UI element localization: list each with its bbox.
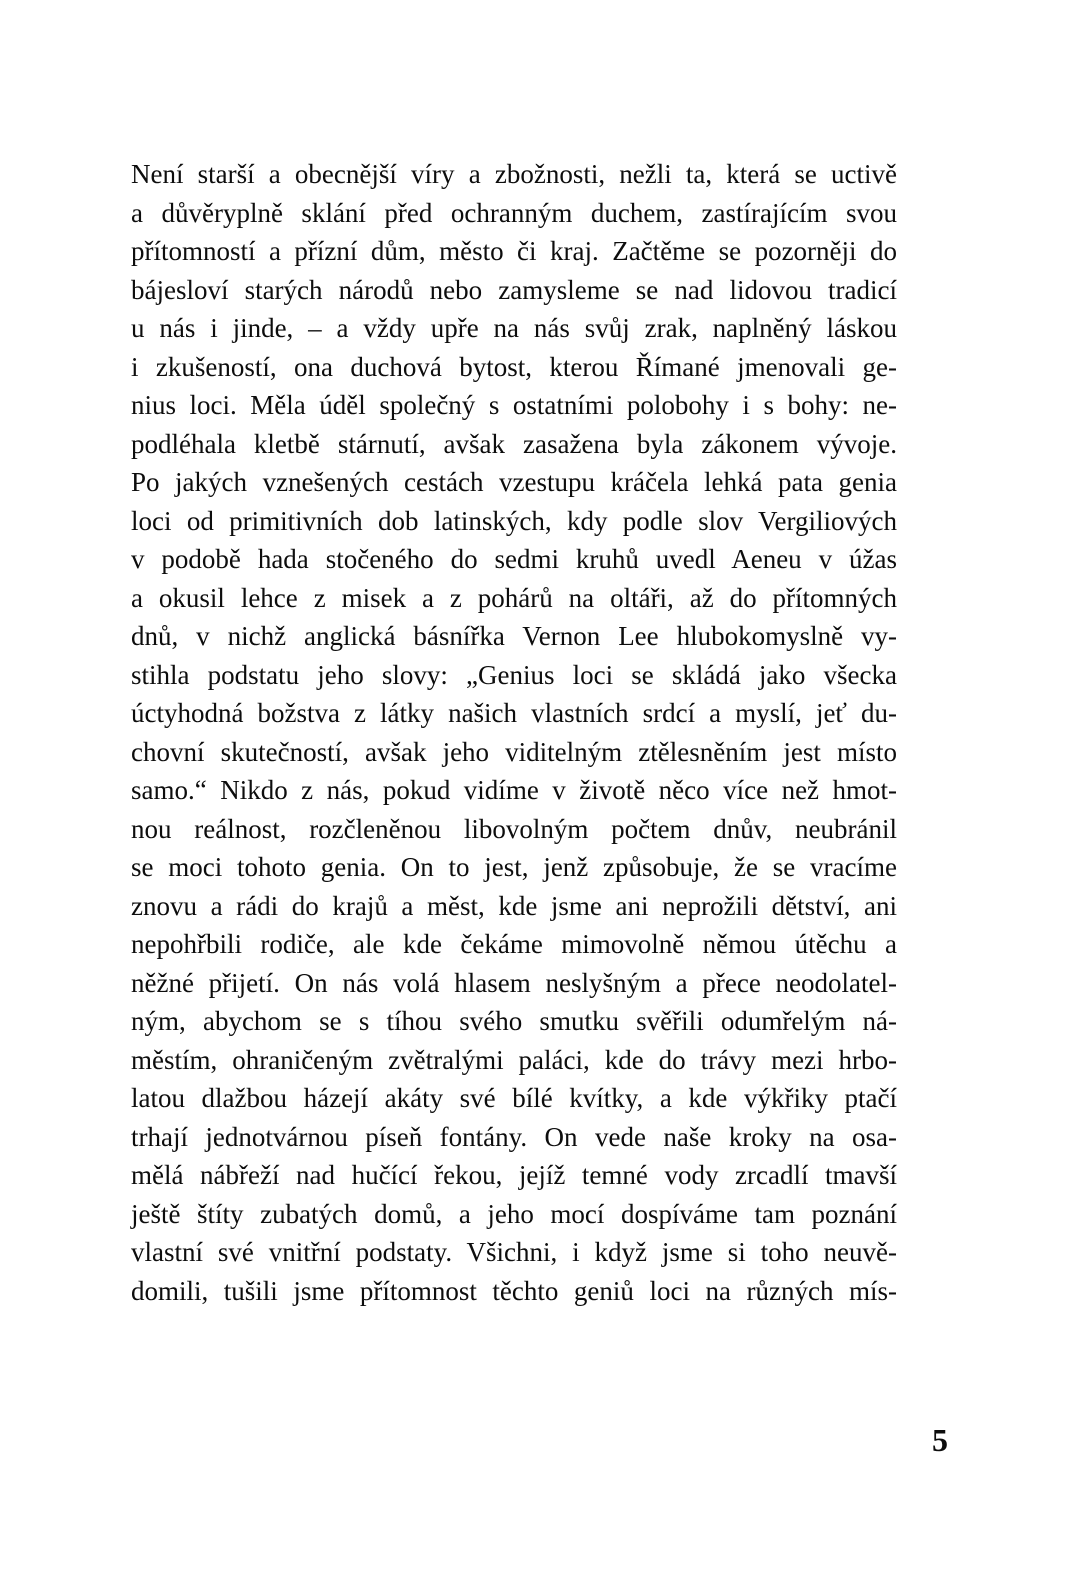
text-line: městím, ohraničeným zvětralými paláci, kde do trávy mezi hrbo-	[131, 1044, 897, 1075]
text-line: ještě štíty zubatých domů, a jeho mocí dospíváme tam poznání	[131, 1198, 897, 1229]
text-line: u nás i jinde, – a vždy upře na nás svůj zrak, naplněný láskou	[131, 313, 897, 343]
text-line: v podobě hada stočeného do sedmi kruhů uvedl Aeneu v úžas	[131, 544, 897, 574]
text-line: Není starší a obecnější víry a zbožnosti, nežli ta, která se uctivě	[131, 159, 897, 189]
text-line: něžné přijetí. On nás volá hlasem neslyšným a přece neodolatel-	[131, 967, 897, 998]
text-line: bájesloví starých národů nebo zamysleme se nad lidovou tradicí	[131, 274, 897, 305]
page-number: 5	[932, 1422, 948, 1458]
text-line: a okusil lehce z misek a z pohárů na oltáři, až do přítomných	[131, 582, 897, 613]
text-line: vlastní své vnitřní podstaty. Všichni, i když jsme si toho neuvě-	[131, 1237, 897, 1267]
text-line: trhají jednotvárnou píseň fontány. On vede naše kroky na osa-	[131, 1121, 897, 1152]
text-line: i zkušeností, ona duchová bytost, kterou Římané jmenovali ge-	[131, 351, 897, 382]
text-line: se moci tohoto genia. On to jest, jenž způsobuje, že se vracíme	[131, 852, 897, 882]
text-line: podléhala kletbě stárnutí, avšak zasažena byla zákonem vývoje.	[131, 428, 897, 459]
text-line: loci od primitivních dob latinských, kdy podle slov Vergiliových	[131, 505, 897, 536]
text-line: nius loci. Měla úděl společný s ostatními polobohy i s bohy: ne-	[131, 390, 897, 420]
text-line: nou reálnost, rozčleněnou libovolným počtem dnův, neubránil	[131, 813, 897, 844]
text-line: domili, tušili jsme přítomnost těchto geniů loci na různých mís-	[131, 1275, 897, 1306]
text-line: a důvěryplně sklání před ochranným duchem, zastírajícím svou	[131, 197, 897, 228]
text-line: samo.“ Nikdo z nás, pokud vidíme v životě něco více než hmot-	[131, 775, 897, 805]
text-line: ným, abychom se s tíhou svého smutku svěřili odumřelým ná-	[131, 1006, 897, 1036]
text-line: stihla podstatu jeho slovy: „Genius loci se skládá jako všecka	[131, 659, 897, 690]
text-line: mělá nábřeží nad hučící řekou, jejíž temné vody zrcadlí tmavší	[131, 1160, 897, 1190]
text-line: dnů, v nichž anglická básnířka Vernon Lee hlubokomyslně vy-	[131, 621, 897, 651]
body-text	[131, 155, 897, 1310]
text-line: nepohřbili rodiče, ale kde čekáme mimovolně němou útěchu a	[131, 929, 897, 959]
text-line: Po jakých vznešených cestách vzestupu kráčela lehká pata genia	[131, 467, 897, 497]
text-line: latou dlažbou házejí akáty své bílé kvítky, a kde výkřiky ptačí	[131, 1083, 897, 1113]
text-line: znovu a rádi do krajů a měst, kde jsme ani neprožili dětství, ani	[131, 890, 897, 921]
text-line: chovní skutečností, avšak jeho viditelným ztělesněním jest místo	[131, 736, 897, 767]
text-line: úctyhodná božstva z látky našich vlastních srdcí a myslí, jeť du-	[131, 698, 897, 728]
text-line: přítomností a přízní dům, město či kraj. Začtěme se pozorněji do	[131, 236, 897, 266]
